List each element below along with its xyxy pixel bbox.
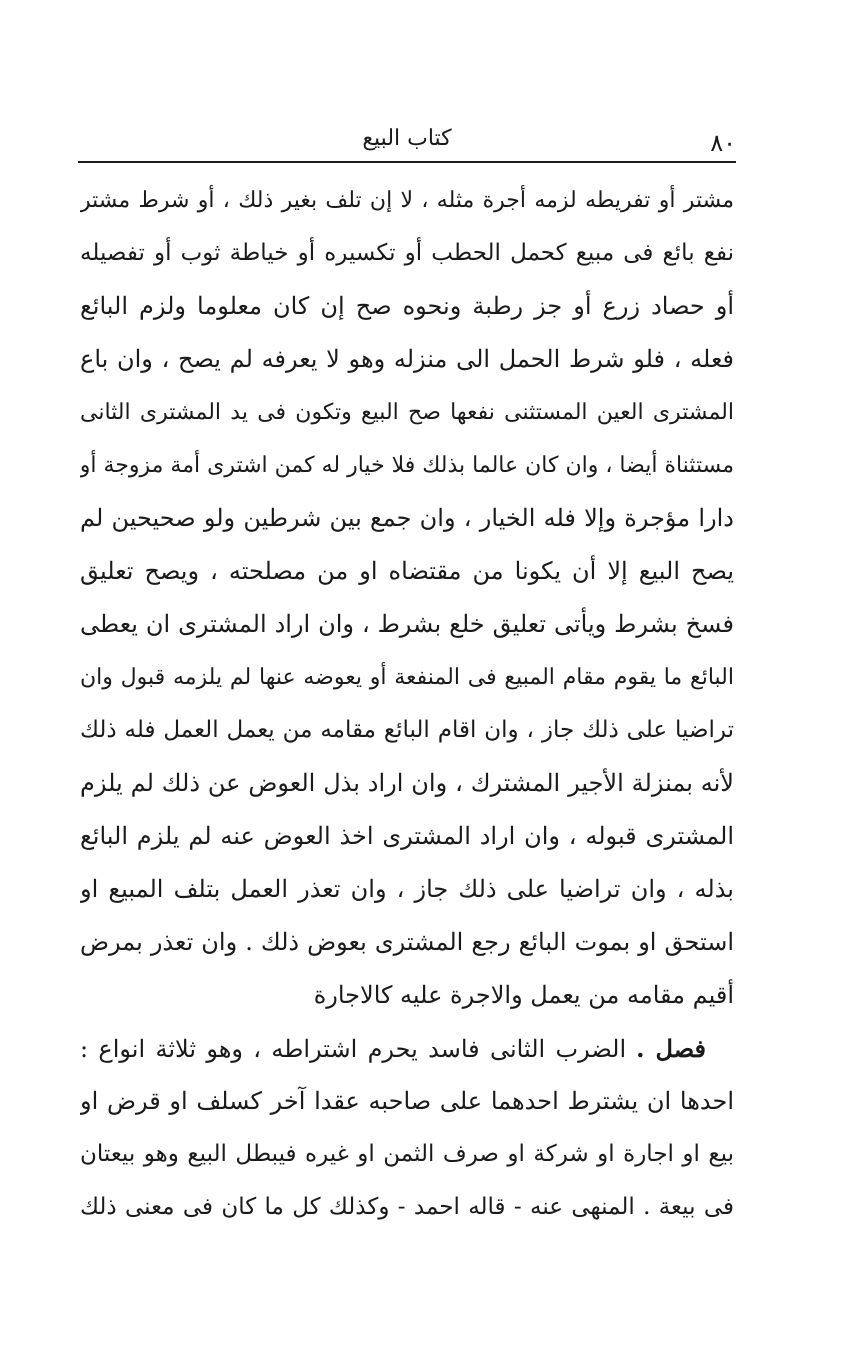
text-line: يصح البيع إلا أن يكونا من مقتضاه او من مصلحته ، ويصح تعليق [80, 557, 734, 585]
text-line: دارا مؤجرة وإلا فله الخيار ، وان جمع بين شرطين ولو صحيحين لم [80, 504, 734, 532]
text-line: تراضيا على ذلك جاز ، وان اقام البائع مقامه من يعمل العمل فله ذلك [80, 717, 734, 743]
text-line: البائع ما يقوم مقام المبيع فى المنفعة أو يعوضه عنها لم يلزمه قبول وان [80, 665, 734, 690]
body-text [80, 174, 734, 1234]
text-line: لأنه بمنزلة الأجير المشترك ، وان اراد بذل العوض عن ذلك لم يلزم [80, 769, 734, 797]
section-first-line [80, 1022, 734, 1075]
running-head [78, 122, 736, 162]
text-line: بذله ، وان تراضيا على ذلك جاز ، وان تعذر العمل بتلف المبيع او [80, 875, 734, 903]
text-line: نفع بائع فى مبيع كحمل الحطب أو تكسيره أو خياطة ثوب أو تفصيله [80, 240, 734, 266]
text-line: مستثناة أيضا ، وان كان عالما بذلك فلا خيار له كمن اشترى أمة مزوجة أو [80, 453, 734, 478]
page-number: ٨٠ [710, 129, 736, 157]
text-line: فى بيعة . المنهى عنه - قاله احمد - وكذلك كل ما كان فى معنى ذلك [80, 1194, 734, 1220]
text-line: احدها ان يشترط احدهما على صاحبه عقدا آخر كسلف او قرض او [80, 1087, 734, 1115]
text-line: فسخ بشرط ويأتى تعليق خلع بشرط ، وان اراد المشترى ان يعطى [80, 610, 734, 638]
text-line: أقيم مقامه من يعمل والاجرة عليه كالاجارة [313, 981, 734, 1009]
text-line: أو حصاد زرع أو جز رطبة ونحوه صح إن كان معلوما ولزم البائع [80, 292, 734, 320]
text-line: بيع او اجارة او شركة او صرف الثمن او غيره فيبطل البيع وهو بيعتان [80, 1141, 734, 1167]
section-text: الضرب الثانى فاسد يحرم اشتراطه ، وهو ثلاثة انواع : [80, 1035, 627, 1063]
text-line: مشتر أو تفريطه لزمه أجرة مثله ، لا إن تلف بغير ذلك ، أو شرط مشتر [80, 188, 734, 213]
text-line: المشترى قبوله ، وان اراد المشترى اخذ العوض عنه لم يلزم البائع [80, 822, 734, 850]
text-line: استحق او بموت البائع رجع المشترى بعوض ذلك . وان تعذر بمرض [80, 928, 734, 956]
text-line: فعله ، فلو شرط الحمل الى منزله وهو لا يعرفه لم يصح ، وان باع [80, 345, 734, 373]
section-heading: فصل . [636, 1034, 707, 1063]
text-line: المشترى العين المستثنى نفعها صح البيع وتكون فى يد المشترى الثانى [80, 400, 734, 425]
header-rule [78, 161, 736, 163]
running-title: كتاب البيع [362, 126, 452, 151]
